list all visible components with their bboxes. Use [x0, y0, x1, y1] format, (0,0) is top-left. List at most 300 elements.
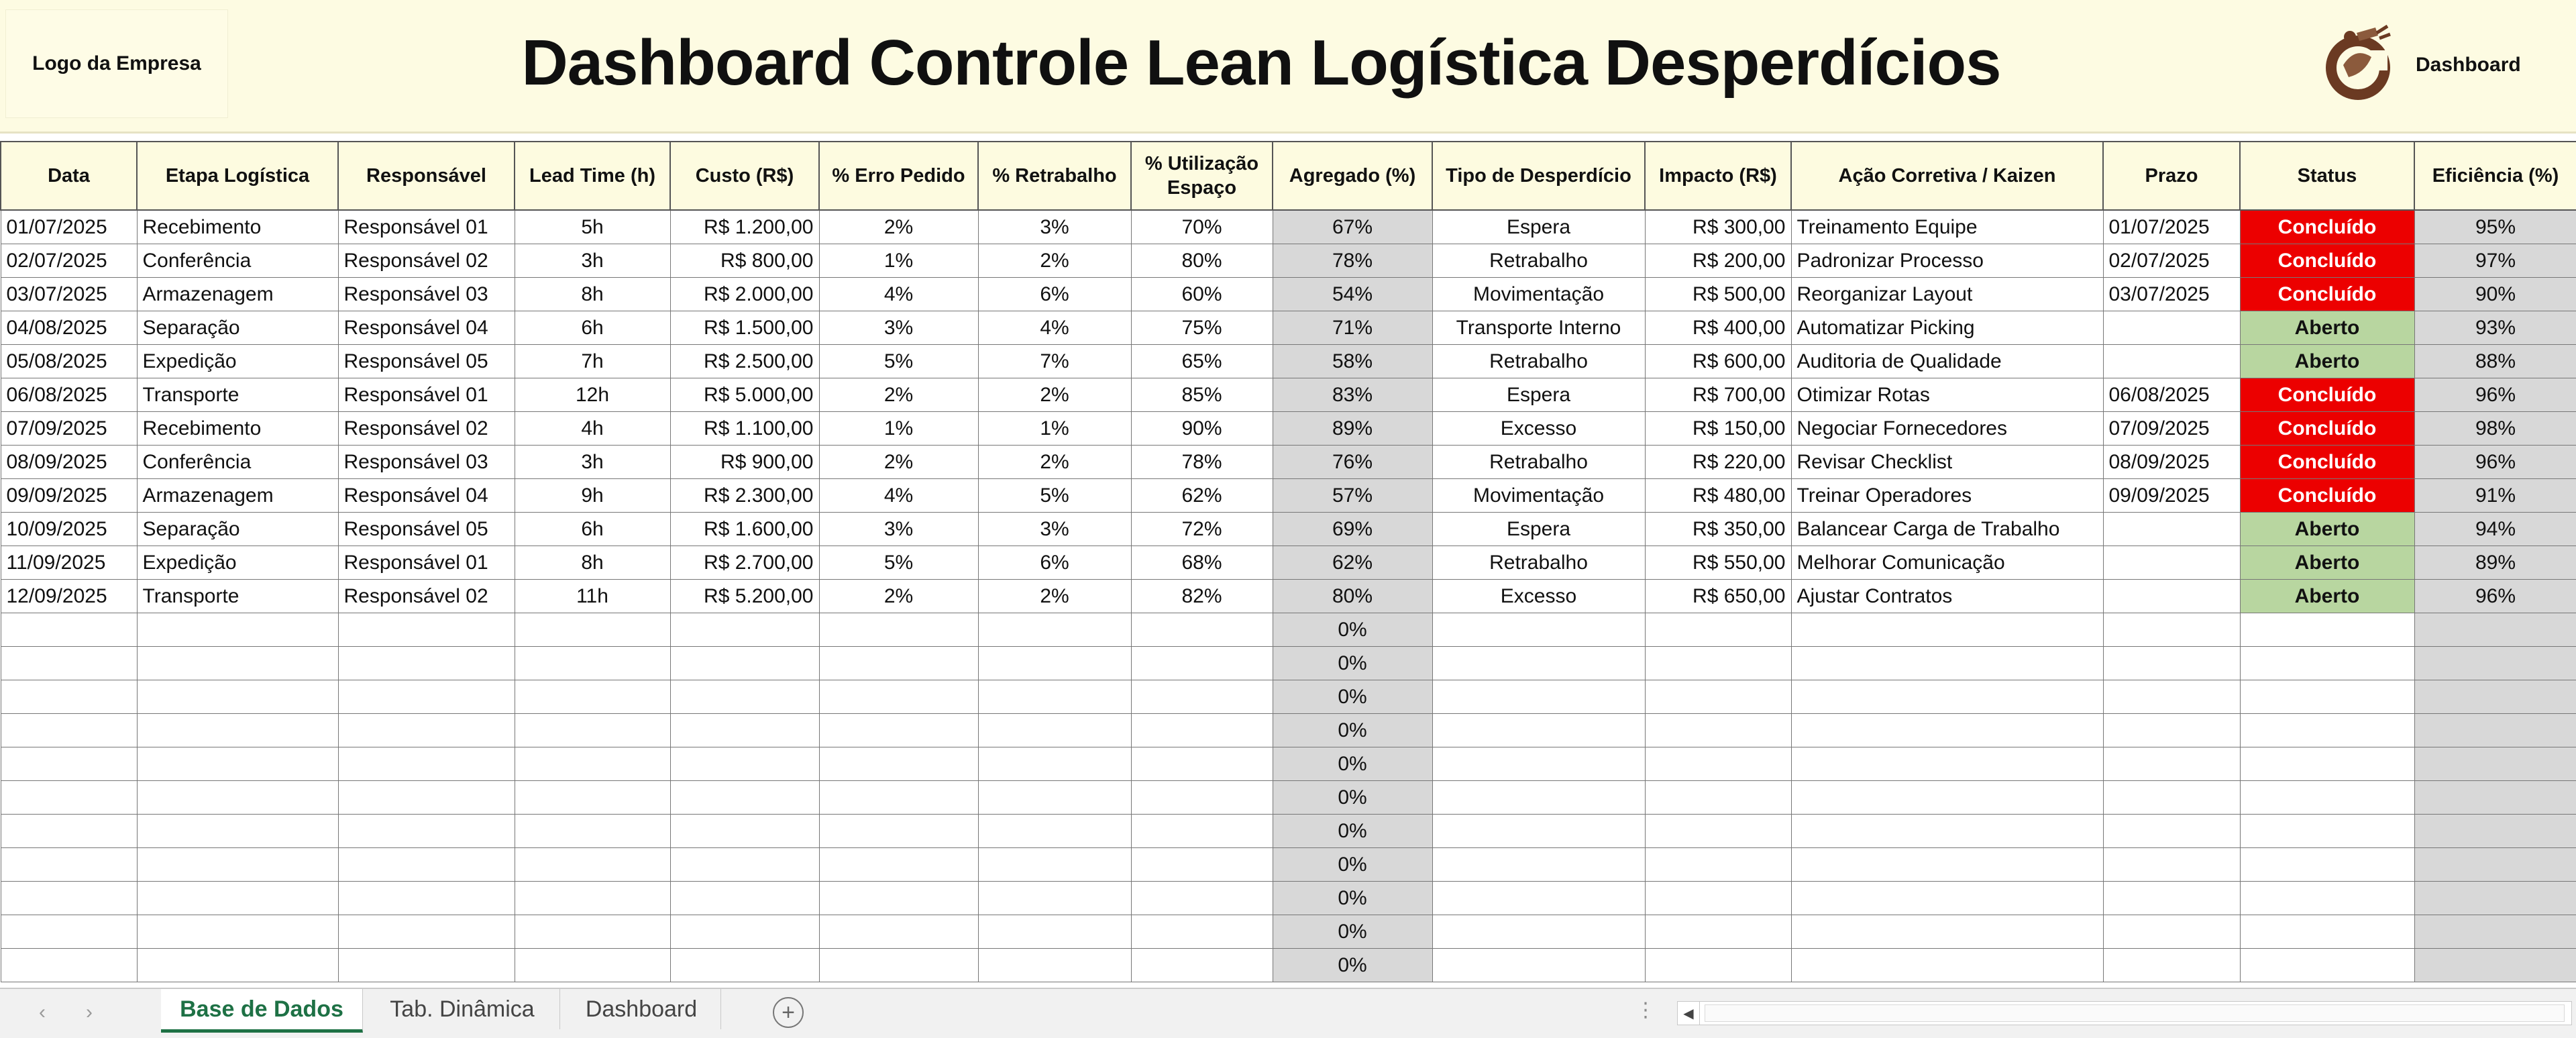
col-tipo-desperdicio-cell[interactable]	[1432, 714, 1645, 747]
col-custo-cell[interactable]	[670, 915, 819, 949]
col-erro-pedido-cell[interactable]: 1%	[819, 412, 978, 446]
col-etapa-cell[interactable]: Armazenagem	[137, 479, 338, 513]
col-prazo-cell[interactable]	[2103, 580, 2240, 613]
col-tipo-desperdicio-cell[interactable]: Excesso	[1432, 412, 1645, 446]
col-retrabalho-cell[interactable]	[978, 714, 1131, 747]
col-acao-corretiva-cell[interactable]: Treinar Operadores	[1791, 479, 2103, 513]
col-utilizacao-espaco-cell[interactable]	[1131, 815, 1273, 848]
col-utilizacao-espaco-cell[interactable]: 75%	[1131, 311, 1273, 345]
col-retrabalho-cell[interactable]	[978, 613, 1131, 647]
col-responsavel-cell[interactable]	[338, 915, 515, 949]
plus-circle-icon[interactable]: +	[773, 997, 804, 1028]
col-acao-corretiva-header[interactable]: Ação Corretiva / Kaizen	[1791, 142, 2103, 210]
col-tipo-desperdicio-header[interactable]: Tipo de Desperdício	[1432, 142, 1645, 210]
col-prazo-cell[interactable]	[2103, 949, 2240, 982]
col-erro-pedido-cell[interactable]: 3%	[819, 311, 978, 345]
col-tipo-desperdicio-cell[interactable]: Retrabalho	[1432, 546, 1645, 580]
col-utilizacao-espaco-cell[interactable]: 80%	[1131, 244, 1273, 278]
col-tipo-desperdicio-cell[interactable]: Movimentação	[1432, 278, 1645, 311]
col-etapa-cell[interactable]	[137, 815, 338, 848]
col-tipo-desperdicio-cell[interactable]: Espera	[1432, 513, 1645, 546]
col-data-cell[interactable]: 01/07/2025	[1, 210, 137, 244]
col-etapa-cell[interactable]	[137, 747, 338, 781]
col-retrabalho-cell[interactable]	[978, 915, 1131, 949]
col-prazo-cell[interactable]: 03/07/2025	[2103, 278, 2240, 311]
col-retrabalho-cell[interactable]: 5%	[978, 479, 1131, 513]
col-eficiencia-cell[interactable]	[2414, 647, 2576, 680]
col-data-cell[interactable]: 12/09/2025	[1, 580, 137, 613]
col-utilizacao-espaco-header[interactable]: % Utilização Espaço	[1131, 142, 1273, 210]
col-data-cell[interactable]	[1, 680, 137, 714]
col-acao-corretiva-cell[interactable]: Melhorar Comunicação	[1791, 546, 2103, 580]
col-custo-cell[interactable]: R$ 1.600,00	[670, 513, 819, 546]
col-prazo-cell[interactable]	[2103, 714, 2240, 747]
col-custo-cell[interactable]: R$ 5.200,00	[670, 580, 819, 613]
col-custo-cell[interactable]	[670, 882, 819, 915]
col-utilizacao-espaco-cell[interactable]: 78%	[1131, 446, 1273, 479]
col-status-cell[interactable]: Concluído	[2240, 479, 2414, 513]
col-acao-corretiva-cell[interactable]: Negociar Fornecedores	[1791, 412, 2103, 446]
col-custo-cell[interactable]	[670, 815, 819, 848]
col-eficiencia-cell[interactable]: 97%	[2414, 244, 2576, 278]
col-custo-cell[interactable]	[670, 613, 819, 647]
col-status-cell[interactable]	[2240, 848, 2414, 882]
col-retrabalho-cell[interactable]: 2%	[978, 244, 1131, 278]
col-impacto-cell[interactable]: R$ 700,00	[1645, 378, 1791, 412]
col-data-cell[interactable]: 06/08/2025	[1, 378, 137, 412]
col-agregado-cell[interactable]: 76%	[1273, 446, 1432, 479]
col-prazo-cell[interactable]	[2103, 345, 2240, 378]
col-status-cell[interactable]	[2240, 781, 2414, 815]
col-lead-time-cell[interactable]	[515, 915, 670, 949]
col-eficiencia-cell[interactable]	[2414, 848, 2576, 882]
col-lead-time-cell[interactable]	[515, 815, 670, 848]
col-status-cell[interactable]	[2240, 613, 2414, 647]
col-erro-pedido-cell[interactable]: 2%	[819, 446, 978, 479]
col-acao-corretiva-cell[interactable]	[1791, 747, 2103, 781]
col-prazo-cell[interactable]	[2103, 747, 2240, 781]
col-custo-cell[interactable]	[670, 848, 819, 882]
col-acao-corretiva-cell[interactable]: Balancear Carga de Trabalho	[1791, 513, 2103, 546]
col-impacto-cell[interactable]	[1645, 714, 1791, 747]
col-custo-cell[interactable]: R$ 2.700,00	[670, 546, 819, 580]
col-acao-corretiva-cell[interactable]: Treinamento Equipe	[1791, 210, 2103, 244]
col-utilizacao-espaco-cell[interactable]	[1131, 781, 1273, 815]
col-lead-time-cell[interactable]: 12h	[515, 378, 670, 412]
col-utilizacao-espaco-cell[interactable]: 85%	[1131, 378, 1273, 412]
col-agregado-cell[interactable]: 0%	[1273, 915, 1432, 949]
col-impacto-cell[interactable]	[1645, 815, 1791, 848]
col-tipo-desperdicio-cell[interactable]	[1432, 647, 1645, 680]
col-responsavel-cell[interactable]: Responsável 01	[338, 546, 515, 580]
col-responsavel-cell[interactable]	[338, 949, 515, 982]
col-eficiencia-header[interactable]: Eficiência (%)	[2414, 142, 2576, 210]
col-impacto-cell[interactable]: R$ 300,00	[1645, 210, 1791, 244]
col-data-cell[interactable]	[1, 747, 137, 781]
sheet-tab-dashboard[interactable]: Dashboard	[562, 989, 721, 1029]
col-data-cell[interactable]: 11/09/2025	[1, 546, 137, 580]
col-etapa-cell[interactable]: Conferência	[137, 244, 338, 278]
col-impacto-cell[interactable]: R$ 400,00	[1645, 311, 1791, 345]
col-status-cell[interactable]	[2240, 915, 2414, 949]
col-responsavel-cell[interactable]: Responsável 05	[338, 513, 515, 546]
col-erro-pedido-cell[interactable]: 3%	[819, 513, 978, 546]
col-retrabalho-cell[interactable]: 2%	[978, 580, 1131, 613]
col-data-cell[interactable]: 05/08/2025	[1, 345, 137, 378]
col-data-cell[interactable]	[1, 613, 137, 647]
col-agregado-cell[interactable]: 80%	[1273, 580, 1432, 613]
col-custo-cell[interactable]	[670, 714, 819, 747]
col-impacto-cell[interactable]: R$ 220,00	[1645, 446, 1791, 479]
col-eficiencia-cell[interactable]	[2414, 714, 2576, 747]
col-agregado-cell[interactable]: 0%	[1273, 647, 1432, 680]
col-retrabalho-cell[interactable]	[978, 949, 1131, 982]
col-impacto-cell[interactable]	[1645, 915, 1791, 949]
col-lead-time-cell[interactable]	[515, 613, 670, 647]
col-status-cell[interactable]	[2240, 647, 2414, 680]
col-responsavel-cell[interactable]: Responsável 01	[338, 378, 515, 412]
col-custo-cell[interactable]: R$ 1.200,00	[670, 210, 819, 244]
col-tipo-desperdicio-cell[interactable]	[1432, 747, 1645, 781]
col-custo-cell[interactable]: R$ 5.000,00	[670, 378, 819, 412]
col-data-cell[interactable]	[1, 949, 137, 982]
col-etapa-cell[interactable]	[137, 781, 338, 815]
col-tipo-desperdicio-cell[interactable]: Espera	[1432, 210, 1645, 244]
col-responsavel-cell[interactable]	[338, 647, 515, 680]
col-acao-corretiva-cell[interactable]: Revisar Checklist	[1791, 446, 2103, 479]
col-etapa-cell[interactable]: Transporte	[137, 580, 338, 613]
col-impacto-cell[interactable]	[1645, 848, 1791, 882]
col-etapa-cell[interactable]: Conferência	[137, 446, 338, 479]
col-prazo-cell[interactable]	[2103, 513, 2240, 546]
col-tipo-desperdicio-cell[interactable]	[1432, 815, 1645, 848]
col-impacto-cell[interactable]	[1645, 882, 1791, 915]
col-tipo-desperdicio-cell[interactable]: Retrabalho	[1432, 244, 1645, 278]
col-agregado-cell[interactable]: 0%	[1273, 747, 1432, 781]
col-custo-cell[interactable]	[670, 781, 819, 815]
col-eficiencia-cell[interactable]: 96%	[2414, 378, 2576, 412]
more-options-icon[interactable]: ⋮	[1635, 999, 1656, 1021]
col-retrabalho-cell[interactable]	[978, 680, 1131, 714]
col-prazo-cell[interactable]: 07/09/2025	[2103, 412, 2240, 446]
col-agregado-cell[interactable]: 71%	[1273, 311, 1432, 345]
col-retrabalho-cell[interactable]	[978, 781, 1131, 815]
col-responsavel-cell[interactable]	[338, 848, 515, 882]
col-prazo-cell[interactable]: 01/07/2025	[2103, 210, 2240, 244]
col-utilizacao-espaco-cell[interactable]: 90%	[1131, 412, 1273, 446]
col-status-cell[interactable]: Aberto	[2240, 546, 2414, 580]
col-retrabalho-cell[interactable]: 6%	[978, 546, 1131, 580]
col-data-cell[interactable]	[1, 915, 137, 949]
horizontal-scrollbar[interactable]	[1677, 1001, 2572, 1025]
col-prazo-cell[interactable]: 06/08/2025	[2103, 378, 2240, 412]
col-acao-corretiva-cell[interactable]: Automatizar Picking	[1791, 311, 2103, 345]
col-impacto-cell[interactable]	[1645, 647, 1791, 680]
col-acao-corretiva-cell[interactable]: Padronizar Processo	[1791, 244, 2103, 278]
col-eficiencia-cell[interactable]	[2414, 815, 2576, 848]
col-lead-time-header[interactable]: Lead Time (h)	[515, 142, 670, 210]
col-status-cell[interactable]	[2240, 882, 2414, 915]
col-tipo-desperdicio-cell[interactable]: Excesso	[1432, 580, 1645, 613]
col-data-cell[interactable]	[1, 781, 137, 815]
col-acao-corretiva-cell[interactable]	[1791, 915, 2103, 949]
col-status-cell[interactable]: Concluído	[2240, 412, 2414, 446]
col-acao-corretiva-cell[interactable]	[1791, 714, 2103, 747]
col-eficiencia-cell[interactable]	[2414, 949, 2576, 982]
col-retrabalho-cell[interactable]: 7%	[978, 345, 1131, 378]
col-data-cell[interactable]	[1, 815, 137, 848]
col-prazo-cell[interactable]	[2103, 915, 2240, 949]
col-agregado-cell[interactable]: 0%	[1273, 882, 1432, 915]
col-responsavel-cell[interactable]: Responsável 04	[338, 479, 515, 513]
col-erro-pedido-cell[interactable]: 1%	[819, 244, 978, 278]
col-retrabalho-cell[interactable]: 1%	[978, 412, 1131, 446]
col-impacto-header[interactable]: Impacto (R$)	[1645, 142, 1791, 210]
col-eficiencia-cell[interactable]	[2414, 747, 2576, 781]
col-impacto-cell[interactable]	[1645, 949, 1791, 982]
col-prazo-cell[interactable]	[2103, 546, 2240, 580]
col-utilizacao-espaco-cell[interactable]: 62%	[1131, 479, 1273, 513]
col-lead-time-cell[interactable]: 7h	[515, 345, 670, 378]
col-status-cell[interactable]	[2240, 747, 2414, 781]
col-prazo-cell[interactable]: 02/07/2025	[2103, 244, 2240, 278]
col-custo-cell[interactable]: R$ 2.300,00	[670, 479, 819, 513]
col-responsavel-cell[interactable]: Responsável 03	[338, 278, 515, 311]
col-erro-pedido-cell[interactable]	[819, 714, 978, 747]
col-lead-time-cell[interactable]: 3h	[515, 446, 670, 479]
col-custo-cell[interactable]	[670, 949, 819, 982]
col-eficiencia-cell[interactable]	[2414, 613, 2576, 647]
col-prazo-cell[interactable]	[2103, 815, 2240, 848]
col-etapa-cell[interactable]	[137, 714, 338, 747]
col-erro-pedido-cell[interactable]	[819, 915, 978, 949]
col-agregado-cell[interactable]: 83%	[1273, 378, 1432, 412]
col-utilizacao-espaco-cell[interactable]	[1131, 613, 1273, 647]
col-agregado-cell[interactable]: 0%	[1273, 680, 1432, 714]
col-eficiencia-cell[interactable]	[2414, 882, 2576, 915]
col-responsavel-cell[interactable]: Responsável 05	[338, 345, 515, 378]
col-lead-time-cell[interactable]: 8h	[515, 278, 670, 311]
col-impacto-cell[interactable]	[1645, 680, 1791, 714]
col-tipo-desperdicio-cell[interactable]	[1432, 613, 1645, 647]
col-data-cell[interactable]: 04/08/2025	[1, 311, 137, 345]
col-acao-corretiva-cell[interactable]: Auditoria de Qualidade	[1791, 345, 2103, 378]
col-tipo-desperdicio-cell[interactable]	[1432, 915, 1645, 949]
col-erro-pedido-cell[interactable]	[819, 747, 978, 781]
col-eficiencia-cell[interactable]: 96%	[2414, 446, 2576, 479]
col-erro-pedido-cell[interactable]	[819, 882, 978, 915]
col-lead-time-cell[interactable]: 3h	[515, 244, 670, 278]
col-lead-time-cell[interactable]	[515, 647, 670, 680]
col-utilizacao-espaco-cell[interactable]	[1131, 647, 1273, 680]
col-data-cell[interactable]	[1, 714, 137, 747]
sheet-tab-tab-dinamica[interactable]: Tab. Dinâmica	[365, 989, 560, 1029]
col-responsavel-cell[interactable]: Responsável 04	[338, 311, 515, 345]
col-tipo-desperdicio-cell[interactable]	[1432, 680, 1645, 714]
col-tipo-desperdicio-cell[interactable]	[1432, 882, 1645, 915]
col-responsavel-cell[interactable]: Responsável 03	[338, 446, 515, 479]
col-etapa-cell[interactable]: Expedição	[137, 345, 338, 378]
col-responsavel-cell[interactable]	[338, 680, 515, 714]
col-status-cell[interactable]: Concluído	[2240, 244, 2414, 278]
col-eficiencia-cell[interactable]: 93%	[2414, 311, 2576, 345]
col-impacto-cell[interactable]: R$ 480,00	[1645, 479, 1791, 513]
col-tipo-desperdicio-cell[interactable]: Retrabalho	[1432, 345, 1645, 378]
col-tipo-desperdicio-cell[interactable]	[1432, 781, 1645, 815]
col-custo-cell[interactable]: R$ 900,00	[670, 446, 819, 479]
col-custo-cell[interactable]: R$ 1.100,00	[670, 412, 819, 446]
col-status-cell[interactable]: Aberto	[2240, 345, 2414, 378]
col-erro-pedido-cell[interactable]: 2%	[819, 580, 978, 613]
col-acao-corretiva-cell[interactable]	[1791, 949, 2103, 982]
col-etapa-cell[interactable]: Separação	[137, 513, 338, 546]
col-utilizacao-espaco-cell[interactable]: 65%	[1131, 345, 1273, 378]
col-impacto-cell[interactable]	[1645, 781, 1791, 815]
col-responsavel-cell[interactable]	[338, 714, 515, 747]
col-lead-time-cell[interactable]: 8h	[515, 546, 670, 580]
col-erro-pedido-cell[interactable]: 2%	[819, 210, 978, 244]
col-lead-time-cell[interactable]	[515, 714, 670, 747]
col-utilizacao-espaco-cell[interactable]	[1131, 848, 1273, 882]
col-agregado-cell[interactable]: 58%	[1273, 345, 1432, 378]
col-responsavel-header[interactable]: Responsável	[338, 142, 515, 210]
col-erro-pedido-cell[interactable]	[819, 781, 978, 815]
col-acao-corretiva-cell[interactable]	[1791, 613, 2103, 647]
col-impacto-cell[interactable]	[1645, 613, 1791, 647]
chevron-left-icon[interactable]: ‹	[39, 1001, 46, 1023]
col-acao-corretiva-cell[interactable]	[1791, 781, 2103, 815]
col-tipo-desperdicio-cell[interactable]	[1432, 949, 1645, 982]
col-prazo-cell[interactable]	[2103, 781, 2240, 815]
col-data-cell[interactable]: 03/07/2025	[1, 278, 137, 311]
col-responsavel-cell[interactable]	[338, 815, 515, 848]
col-prazo-cell[interactable]	[2103, 647, 2240, 680]
col-lead-time-cell[interactable]	[515, 882, 670, 915]
col-eficiencia-cell[interactable]	[2414, 781, 2576, 815]
col-eficiencia-cell[interactable]: 95%	[2414, 210, 2576, 244]
col-status-header[interactable]: Status	[2240, 142, 2414, 210]
col-utilizacao-espaco-cell[interactable]: 82%	[1131, 580, 1273, 613]
col-responsavel-cell[interactable]: Responsável 02	[338, 244, 515, 278]
col-status-cell[interactable]	[2240, 714, 2414, 747]
col-acao-corretiva-cell[interactable]	[1791, 848, 2103, 882]
col-retrabalho-cell[interactable]: 2%	[978, 378, 1131, 412]
col-etapa-cell[interactable]: Separação	[137, 311, 338, 345]
col-utilizacao-espaco-cell[interactable]: 70%	[1131, 210, 1273, 244]
col-custo-cell[interactable]	[670, 647, 819, 680]
col-erro-pedido-cell[interactable]	[819, 680, 978, 714]
col-utilizacao-espaco-cell[interactable]: 72%	[1131, 513, 1273, 546]
col-data-header[interactable]: Data	[1, 142, 137, 210]
col-erro-pedido-cell[interactable]: 5%	[819, 345, 978, 378]
col-acao-corretiva-cell[interactable]	[1791, 647, 2103, 680]
col-agregado-cell[interactable]: 67%	[1273, 210, 1432, 244]
col-erro-pedido-cell[interactable]: 4%	[819, 479, 978, 513]
col-data-cell[interactable]	[1, 647, 137, 680]
col-status-cell[interactable]	[2240, 949, 2414, 982]
col-eficiencia-cell[interactable]: 91%	[2414, 479, 2576, 513]
col-erro-pedido-cell[interactable]	[819, 647, 978, 680]
col-impacto-cell[interactable]	[1645, 747, 1791, 781]
col-erro-pedido-cell[interactable]	[819, 848, 978, 882]
col-lead-time-cell[interactable]	[515, 747, 670, 781]
col-lead-time-cell[interactable]: 6h	[515, 513, 670, 546]
col-retrabalho-cell[interactable]: 2%	[978, 446, 1131, 479]
col-impacto-cell[interactable]: R$ 500,00	[1645, 278, 1791, 311]
col-eficiencia-cell[interactable]: 88%	[2414, 345, 2576, 378]
col-tipo-desperdicio-cell[interactable]	[1432, 848, 1645, 882]
col-status-cell[interactable]	[2240, 680, 2414, 714]
col-retrabalho-cell[interactable]	[978, 747, 1131, 781]
col-eficiencia-cell[interactable]: 94%	[2414, 513, 2576, 546]
col-acao-corretiva-cell[interactable]: Otimizar Rotas	[1791, 378, 2103, 412]
col-agregado-cell[interactable]: 57%	[1273, 479, 1432, 513]
col-eficiencia-cell[interactable]	[2414, 915, 2576, 949]
col-agregado-cell[interactable]: 54%	[1273, 278, 1432, 311]
col-data-cell[interactable]	[1, 882, 137, 915]
col-acao-corretiva-cell[interactable]	[1791, 680, 2103, 714]
col-utilizacao-espaco-cell[interactable]	[1131, 882, 1273, 915]
col-status-cell[interactable]: Concluído	[2240, 378, 2414, 412]
col-erro-pedido-cell[interactable]	[819, 949, 978, 982]
col-agregado-cell[interactable]: 69%	[1273, 513, 1432, 546]
col-utilizacao-espaco-cell[interactable]	[1131, 747, 1273, 781]
col-lead-time-cell[interactable]: 5h	[515, 210, 670, 244]
col-etapa-cell[interactable]: Transporte	[137, 378, 338, 412]
col-agregado-cell[interactable]: 0%	[1273, 714, 1432, 747]
col-utilizacao-espaco-cell[interactable]	[1131, 915, 1273, 949]
col-status-cell[interactable]: Concluído	[2240, 210, 2414, 244]
col-agregado-cell[interactable]: 0%	[1273, 781, 1432, 815]
col-tipo-desperdicio-cell[interactable]: Transporte Interno	[1432, 311, 1645, 345]
col-responsavel-cell[interactable]	[338, 781, 515, 815]
col-agregado-cell[interactable]: 78%	[1273, 244, 1432, 278]
col-responsavel-cell[interactable]: Responsável 01	[338, 210, 515, 244]
col-prazo-cell[interactable]	[2103, 613, 2240, 647]
col-lead-time-cell[interactable]: 6h	[515, 311, 670, 345]
col-lead-time-cell[interactable]: 11h	[515, 580, 670, 613]
col-custo-cell[interactable]: R$ 2.500,00	[670, 345, 819, 378]
col-data-cell[interactable]	[1, 848, 137, 882]
col-custo-header[interactable]: Custo (R$)	[670, 142, 819, 210]
col-status-cell[interactable]: Aberto	[2240, 580, 2414, 613]
col-status-cell[interactable]	[2240, 815, 2414, 848]
col-etapa-cell[interactable]	[137, 915, 338, 949]
col-data-cell[interactable]: 02/07/2025	[1, 244, 137, 278]
col-utilizacao-espaco-cell[interactable]	[1131, 949, 1273, 982]
col-acao-corretiva-cell[interactable]: Reorganizar Layout	[1791, 278, 2103, 311]
col-utilizacao-espaco-cell[interactable]	[1131, 714, 1273, 747]
col-erro-pedido-cell[interactable]	[819, 815, 978, 848]
col-lead-time-cell[interactable]	[515, 848, 670, 882]
col-impacto-cell[interactable]: R$ 350,00	[1645, 513, 1791, 546]
col-impacto-cell[interactable]: R$ 150,00	[1645, 412, 1791, 446]
col-retrabalho-cell[interactable]	[978, 815, 1131, 848]
col-responsavel-cell[interactable]: Responsável 02	[338, 580, 515, 613]
col-etapa-cell[interactable]: Recebimento	[137, 210, 338, 244]
col-custo-cell[interactable]: R$ 1.500,00	[670, 311, 819, 345]
col-retrabalho-cell[interactable]: 4%	[978, 311, 1131, 345]
col-erro-pedido-cell[interactable]	[819, 613, 978, 647]
col-status-cell[interactable]: Aberto	[2240, 311, 2414, 345]
col-acao-corretiva-cell[interactable]: Ajustar Contratos	[1791, 580, 2103, 613]
col-impacto-cell[interactable]: R$ 200,00	[1645, 244, 1791, 278]
col-eficiencia-cell[interactable]: 96%	[2414, 580, 2576, 613]
col-lead-time-cell[interactable]	[515, 781, 670, 815]
col-etapa-cell[interactable]	[137, 848, 338, 882]
col-agregado-cell[interactable]: 0%	[1273, 815, 1432, 848]
col-retrabalho-header[interactable]: % Retrabalho	[978, 142, 1131, 210]
